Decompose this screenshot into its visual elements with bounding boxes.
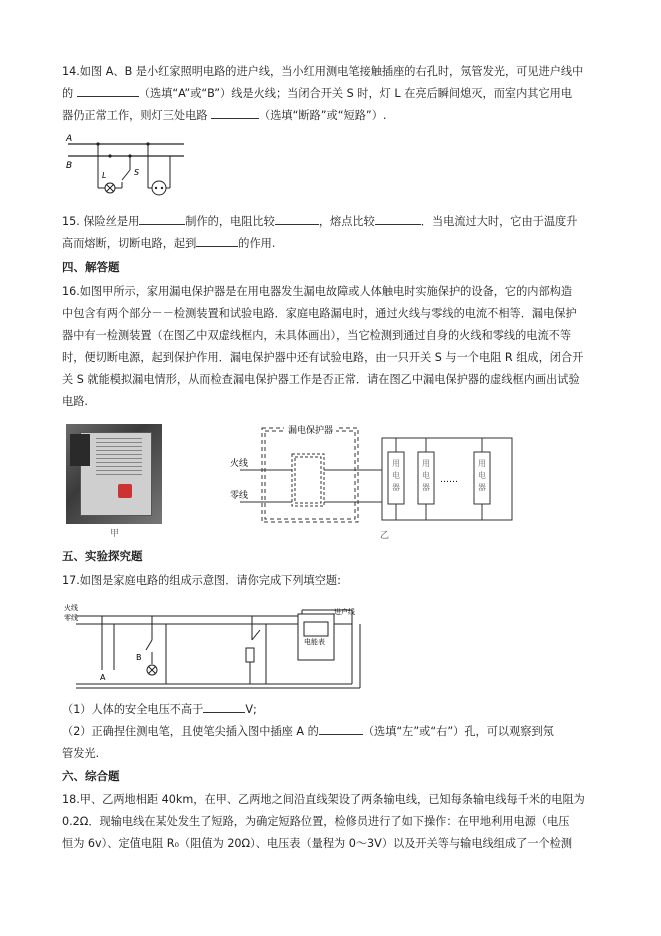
ellipsis: …… [440,475,458,485]
label-neutral: 零线 [64,614,78,622]
q14-circuit-diagram [62,130,192,202]
q14-line1: 14.如图 A、B 是小红家照明电路的进户线，当小红用测电笔接触插座的右孔时，氖管发光，可见进户线中 [62,65,584,78]
label-live: 火线 [64,604,78,612]
appliance-3-label: 用电器 [478,459,486,492]
section-4-heading: 四、解答题 [62,260,120,274]
label-entry: 进户线 [334,608,355,616]
answer-blank[interactable] [77,84,139,97]
detector-box [292,454,324,506]
q17-part2: （2）正确捏住测电笔，且使笔尖插入图中插座 A 的 （选填“左”或“右”）孔，可以观察到氖 管发光. [62,721,602,765]
question-16: 16.如图甲所示，家用漏电保护器是在用电器发生漏电故障或人体触电时实施保护的设备，它的内部构造 中包含有两个部分－－检测装置和试验电路．家庭电路漏电时，通过火线与零线的电流不相等．漏电保护 器中有一检测装置（在图乙中双虚线框内，未具体画出），当它检测到通过自身的火线和零线的电流不等 时，便切断电源，起到保护作用．漏电保护器中还有试验电路，由一只开关 S 与一个电阻 R 组成，闭合开 关 S 就能模拟漏电情形，从而检查漏电保护器工作是否正常．请在图乙中漏电保护器的虚线框内画出试验 电路. [62,285,584,408]
q16-figures [62,418,602,540]
question-14 [62,61,602,127]
fuse [246,648,254,662]
meter-label: 电能表 [304,638,325,646]
label-a: A [100,673,106,682]
label-s: S [134,168,140,177]
label-b: B [136,653,142,662]
appliance-1-label: 用电器 [392,459,400,492]
label-b: B [66,161,73,171]
label-neutral-wire: 零线 [230,491,249,501]
answer-blank[interactable] [275,212,319,225]
section-6-heading: 六、综合题 [62,769,120,783]
answer-blank[interactable] [319,722,363,735]
caption-jia: 甲 [110,529,120,539]
socket-icon [152,181,166,195]
appliance-2-label: 用电器 [422,459,430,492]
label-live-wire: 火线 [230,459,249,469]
answer-blank[interactable] [139,212,185,225]
answer-blank[interactable] [196,234,238,247]
label-l: L [102,171,107,180]
protector-title: 漏电保护器 [288,426,334,436]
q17-stem: 17.如图是家庭电路的组成示意图．请你完成下列填空题: [62,574,341,587]
caption-yi: 乙 [380,531,390,540]
q14-line3: 器仍正常工作，则灯三处电路 （选填“断路”或“短路”）. [62,105,602,127]
answer-blank[interactable] [211,106,259,119]
answer-blank[interactable] [203,700,245,713]
question-15: 15. 保险丝是用 制作的，电阻比较 ，熔点比较 ．当电流过大时，它由于温度升 高而熔断，切断电路，起到 的作用. [62,211,602,255]
label-a: A [66,134,73,144]
question-18: 18.甲、乙两地相距 40km，在甲、乙两地之间沿直线架设了两条输电线，已知每条输电线每千米的电阻为 0.2Ω．现输电线在某处发生了短路，为确定短路位置，检修员进行了如下操作：在甲地利用电源（电压 恒为 6v）、定值电阻 R₀（阻值为 20Ω）、电压表（量程为 0～3V）以及开关等与输电线组成了一个检测 [62,793,585,850]
meter-box [298,614,334,660]
protector-dashed-box [262,428,358,522]
answer-blank[interactable] [375,212,421,225]
section-5-heading: 五、实验探究题 [62,549,143,563]
q17-circuit-diagram [62,600,372,692]
q14-line2: 的 （选填“A”或“B”）线是火线；当闭合开关 S 时，灯 L 在亮后瞬间熄灭，而室内其它用电 [62,83,602,105]
q17-part1: （1）人体的安全电压不高于 V; [62,699,602,721]
